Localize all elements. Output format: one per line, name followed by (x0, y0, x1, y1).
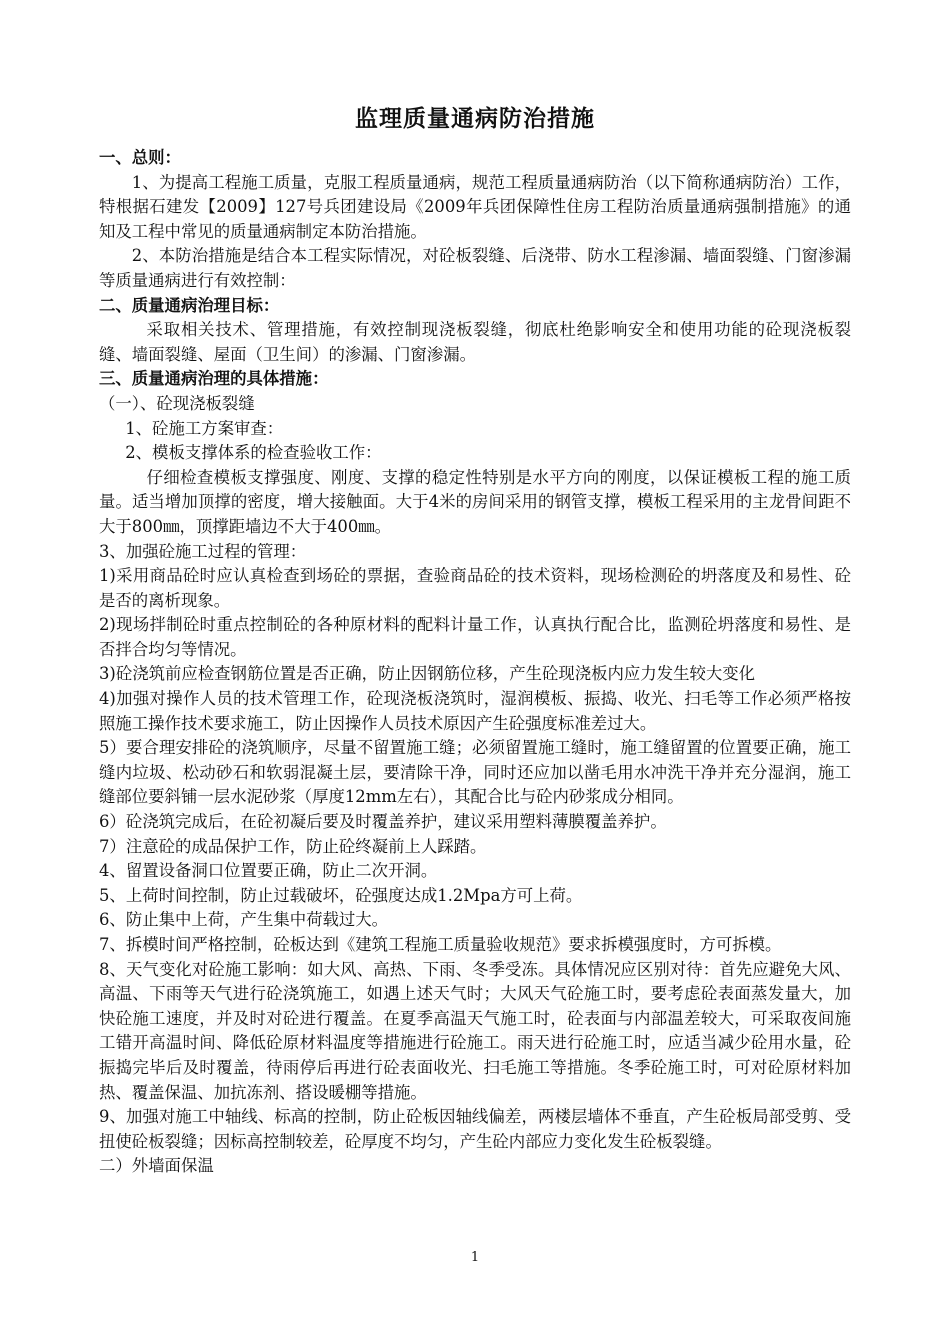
list-item: 6）砼浇筑完成后，在砼初凝后要及时覆盖养护，建议采用塑料薄膜覆盖养护。 (99, 812, 667, 832)
list-item: 5）要合理安排砼的浇筑顺序，尽量不留置施工缝；必须留置施工缝时，施工缝留置的位置要正确，施工缝内垃圾、松动砂石和软弱混凝土层，要清除干净，同时还应加以凿毛用水冲洗干净并充分湿润，施工缝部位要斜铺一层水泥砂浆（厚度12mm左右），其配合比与砼内砂浆成分相同。 (99, 738, 851, 807)
list-item: 6、防止集中上荷，产生集中荷载过大。 (99, 910, 389, 930)
paragraph: 采取相关技术、管理措施，有效控制现浇板裂缝，彻底杜绝影响安全和使用功能的砼现浇板裂缝、墙面裂缝、屋面（卫生间）的渗漏、门窗渗漏。 (99, 320, 851, 364)
list-item: 1、砼施工方案审查： (125, 418, 284, 438)
list-item: 3、加强砼施工过程的管理： (99, 541, 307, 561)
section-heading-goal: 二、质量通病治理目标： (99, 295, 280, 315)
list-item: 7）注意砼的成品保护工作，防止砼终凝前上人踩踏。 (99, 836, 487, 856)
list-item: 5、上荷时间控制，防止过载破坏，砼强度达成1.2Mpa方可上荷。 (99, 885, 583, 905)
subsection-heading: （一）、砼现浇板裂缝 (99, 393, 255, 413)
document-body (99, 146, 851, 1179)
list-item: 3)砼浇筑前应检查钢筋位置是否正确，防止因钢筋位移，产生砼现浇板内应力发生较大变化 (99, 664, 756, 684)
page-title: 监理质量通病防治措施 (355, 106, 595, 132)
paragraph: 仔细检查模板支撑强度、刚度、支撑的稳定性特别是水平方向的刚度，以保证模板工程的施工质量。适当增加顶撑的密度，增大接触面。大于4米的房间采用的钢管支撑，模板工程采用的主龙骨间距不大于800㎜，顶撑距墙边不大于400㎜。 (99, 467, 851, 536)
list-item: 4、留置设备洞口位置要正确，防止二次开洞。 (99, 861, 438, 881)
list-item: 4)加强对操作人员的技术管理工作，砼现浇板浇筑时，湿润模板、振捣、收光、扫毛等工作必须严格按照施工操作技术要求施工，防止因操作人员技术原因产生砼强度标准差过大。 (99, 689, 851, 733)
list-item: 7、拆模时间严格控制，砼板达到《建筑工程施工质量验收规范》要求拆模强度时，方可拆模。 (99, 935, 782, 954)
list-item: 2、模板支撑体系的检查验收工作： (125, 443, 382, 463)
paragraph: 2、本防治措施是结合本工程实际情况，对砼板裂缝、后浇带、防水工程渗漏、墙面裂缝、门窗渗漏等质量通病进行有效控制： (99, 246, 851, 290)
list-item: 1)采用商品砼时应认真检查到场砼的票据，查验商品砼的技术资料，现场检测砼的坍落度及和易性、砼是否的离析现象。 (99, 566, 851, 610)
list-item: 8、天气变化对砼施工影响：如大风、高热、下雨、冬季受冻。具体情况应区别对待：首先应避免大风、高温、下雨等天气进行砼浇筑施工，如遇上述天气时；大风天气砼施工时，要考虑砼表面蒸发量大，加快砼施工速度，并及时对砼进行覆盖。在夏季高温天气施工时，砼表面与内部温差较大，可采取夜间施工错开高温时间、降低砼原材料温度等措施进行砼施工。雨天进行砼施工时，应适当减少砼用水量，砼振捣完毕后及时覆盖，待雨停后再进行砼表面收光、扫毛施工等措施。冬季砼施工时，可对砼原材料加热、覆盖保温、加抗冻剂、搭设暖棚等措施。 (99, 959, 851, 1102)
section-heading-general: 一、总则： (99, 148, 181, 167)
section-heading-measures: 三、质量通病治理的具体措施： (99, 369, 329, 389)
page-number: 1 (470, 1250, 480, 1265)
subsection-heading: 二）外墙面保温 (99, 1156, 214, 1176)
list-item: 2)现场拌制砼时重点控制砼的各种原材料的配料计量工作，认真执行配合比，监测砼坍落度和易性、是否拌合均匀等情况。 (99, 615, 851, 659)
paragraph: 1、为提高工程施工质量，克服工程质量通病，规范工程质量通病防治（以下简称通病防治）工作，特根据石建发【2009】127号兵团建设局《2009年兵团保障性住房工程防治质量通病强制措施》的通知及工程中常见的质量通病制定本防治措施。 (99, 172, 851, 241)
list-item: 9、加强对施工中轴线、标高的控制，防止砼板因轴线偏差，两楼层墙体不垂直，产生砼板局部受剪、受扭使砼板裂缝；因标高控制较差，砼厚度不均匀，产生砼内部应力变化发生砼板裂缝。 (99, 1107, 851, 1151)
